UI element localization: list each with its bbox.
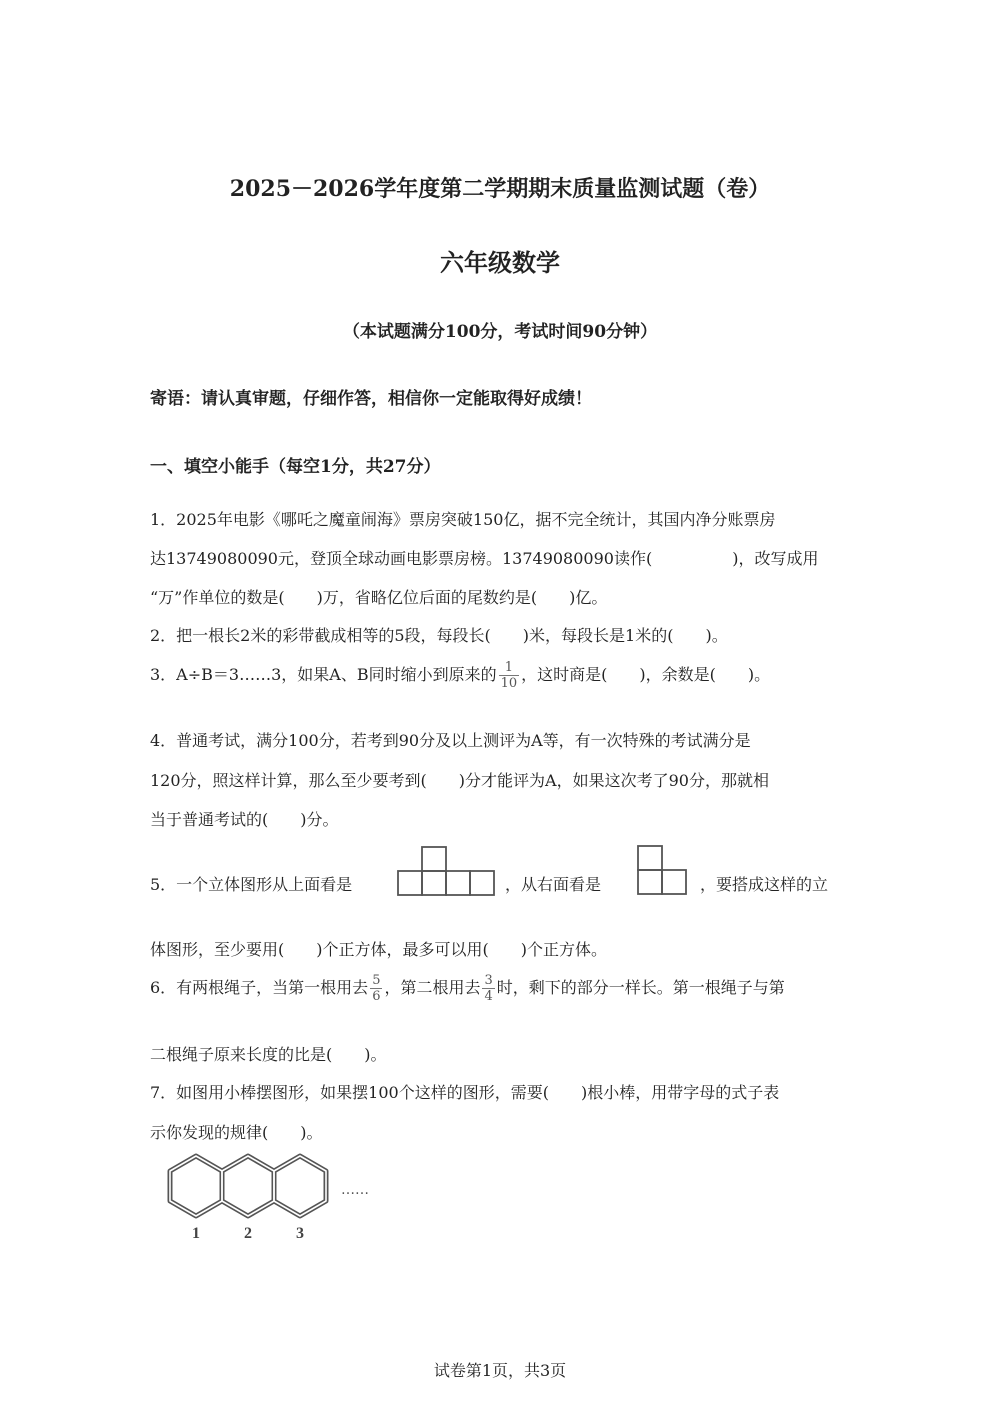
q5-part-3: ，要搭成这样的立 bbox=[700, 875, 829, 894]
q6-fraction-2 bbox=[482, 973, 494, 1004]
hexagon-3 bbox=[274, 1156, 326, 1216]
q6-fraction-1-denominator: 6 bbox=[372, 989, 381, 1004]
q4-line-3: 当于普通考试的( )分。 bbox=[150, 810, 339, 829]
exam-note: （本试题满分100分，考试时间90分钟） bbox=[342, 322, 658, 342]
hexagon-1 bbox=[170, 1156, 222, 1216]
q6-line-1 bbox=[150, 973, 785, 1004]
figure-ellipsis: …… bbox=[341, 1182, 369, 1198]
top-view-figure bbox=[396, 845, 496, 897]
stick-hexagon-figure bbox=[165, 1152, 405, 1244]
q3-line-1 bbox=[150, 660, 770, 691]
section-1-heading: 一、填空小能手（每空1分，共27分） bbox=[150, 457, 441, 477]
q6-fraction-1 bbox=[370, 973, 382, 1004]
greeting: 寄语：请认真审题，仔细作答，相信你一定能取得好成绩！ bbox=[150, 389, 592, 409]
q6-fraction-2-denominator: 4 bbox=[484, 989, 493, 1004]
q6-text-after: 时，剩下的部分一样长。第一根绳子与第 bbox=[496, 978, 785, 997]
q1-line-1: 1．2025年电影《哪吒之魔童闹海》票房突破150亿，据不完全统计，其国内净分账票房 bbox=[150, 510, 776, 529]
q2-line-1: 2．把一根长2米的彩带截成相等的5段，每段长( )米，每段长是1米的( )。 bbox=[150, 626, 728, 645]
page-footer: 试卷第1页，共3页 bbox=[433, 1361, 567, 1380]
q6-fraction-1-numerator: 5 bbox=[372, 973, 381, 988]
figure-label-2: 2 bbox=[244, 1225, 252, 1242]
q7-line-2: 示你发现的规律( )。 bbox=[150, 1123, 323, 1142]
figure-label-3: 3 bbox=[296, 1225, 304, 1242]
q6-line-2: 二根绳子原来长度的比是( )。 bbox=[150, 1045, 387, 1064]
right-view-figure bbox=[636, 844, 688, 896]
exam-title: 2025－2026学年度第二学期期末质量监测试题（卷） bbox=[229, 176, 771, 202]
q3-text-before: 3．A÷B＝3……3，如果A、B同时缩小到原来的 bbox=[150, 665, 497, 684]
q6-text-before: 6．有两根绳子，当第一根用去 bbox=[150, 978, 369, 997]
q5-part-2: ，从右面看是 bbox=[505, 875, 602, 894]
q3-fraction bbox=[499, 660, 520, 691]
q1-line-3: “万”作单位的数是( )万，省略亿位后面的尾数约是( )亿。 bbox=[150, 588, 608, 607]
q7-line-1: 7．如图用小棒摆图形，如果摆100个这样的图形，需要( )根小棒，用带字母的式子表 bbox=[150, 1083, 780, 1102]
q4-line-1: 4．普通考试，满分100分，若考到90分及以上测评为A等，有一次特殊的考试满分是 bbox=[150, 731, 751, 750]
q1-line-2: 达13749080090元，登顶全球动画电影票房榜。13749080090读作( )，改写成用 bbox=[150, 549, 819, 568]
q5-part-1: 5．一个立体图形从上面看是 bbox=[150, 875, 353, 894]
q4-line-2: 120分，照这样计算，那么至少要考到( )分才能评为A，如果这次考了90分，那就相 bbox=[150, 771, 769, 790]
hexagon-2 bbox=[222, 1156, 274, 1216]
q3-fraction-numerator: 1 bbox=[504, 660, 513, 675]
q3-fraction-denominator: 10 bbox=[500, 676, 518, 691]
q5-line-2: 体图形，至少要用( )个正方体，最多可以用( )个正方体。 bbox=[150, 940, 607, 959]
q6-fraction-2-numerator: 3 bbox=[484, 973, 493, 988]
q6-text-middle: ，第二根用去 bbox=[384, 978, 481, 997]
figure-label-1: 1 bbox=[192, 1225, 200, 1242]
exam-subtitle: 六年级数学 bbox=[440, 248, 560, 277]
q3-text-after: ，这时商是( )，余数是( )。 bbox=[521, 665, 771, 684]
